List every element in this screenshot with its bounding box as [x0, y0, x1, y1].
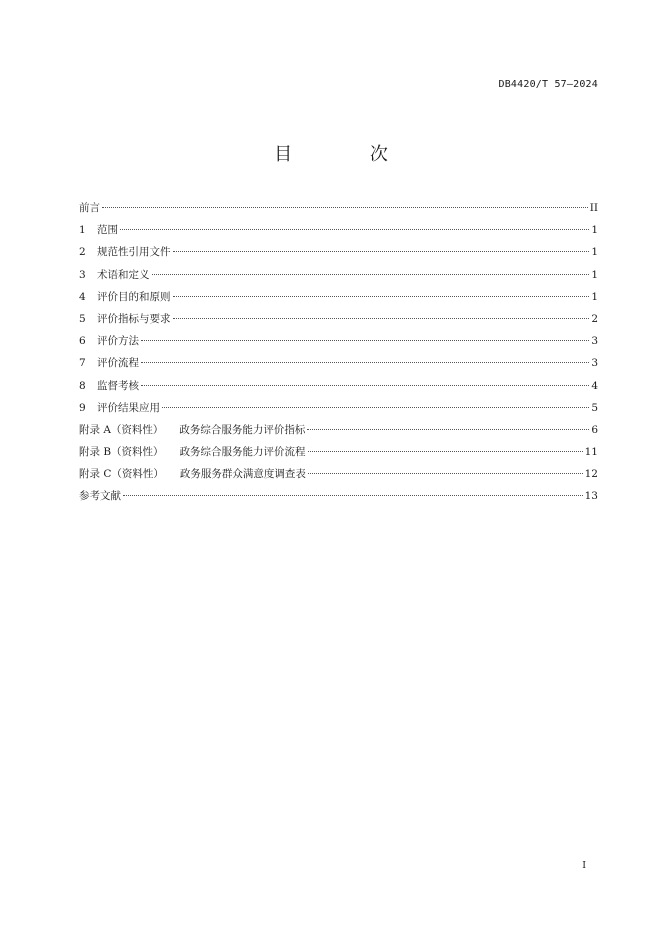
toc-entry-label: 政务综合服务能力评价指标 [179, 423, 306, 436]
dot-leader [120, 229, 589, 230]
toc-entry-page: 4 [591, 379, 598, 392]
toc-entry-results-application[interactable] [79, 400, 598, 422]
toc-entry-page: 6 [591, 423, 598, 436]
dot-leader [152, 274, 590, 275]
toc-title: 目 次 [274, 144, 424, 165]
toc-entry-prefix: 附录 A（资料性） [79, 423, 164, 436]
toc-entry-page: 13 [584, 490, 598, 503]
toc-entry-page: 1 [591, 290, 598, 303]
toc-entry-indicators-requirements[interactable] [79, 311, 598, 333]
dot-leader [173, 251, 590, 252]
toc-entry-number: 2 [79, 246, 86, 259]
page-number: I [582, 860, 586, 871]
dot-leader [308, 451, 583, 452]
toc-entry-label: 评价指标与要求 [97, 312, 171, 325]
dot-leader [102, 207, 588, 208]
toc-entry-appendix-a[interactable] [79, 422, 598, 444]
toc-entry-label: 评价流程 [97, 357, 139, 370]
dot-leader [173, 296, 590, 297]
dot-leader [141, 385, 589, 386]
toc-entry-number: 7 [79, 357, 86, 370]
toc-entry-label: 监督考核 [97, 379, 139, 392]
toc-entry-label: 参考文献 [79, 490, 121, 503]
toc-entry-prefix: 附录 B（资料性） [79, 446, 164, 459]
toc-entry-page: 12 [584, 468, 598, 481]
toc-entry-number: 9 [79, 401, 86, 414]
toc-entry-page: 3 [591, 357, 598, 370]
toc-entry-page: 2 [591, 312, 598, 325]
toc-entry-normative-references[interactable] [79, 244, 598, 266]
toc-entry-foreword[interactable] [79, 200, 598, 222]
toc-entry-process[interactable] [79, 355, 598, 377]
toc-entry-label: 规范性引用文件 [97, 246, 171, 259]
toc-entry-number: 8 [79, 379, 86, 392]
dot-leader [173, 318, 590, 319]
toc-entry-label: 政务服务群众满意度调查表 [179, 468, 306, 481]
table-of-contents [79, 200, 598, 511]
toc-entry-methods[interactable] [79, 333, 598, 355]
toc-entry-page: 3 [591, 335, 598, 348]
dot-leader [123, 495, 583, 496]
toc-entry-number: 5 [79, 312, 86, 325]
toc-entry-label: 前言 [79, 202, 100, 214]
dot-leader [308, 473, 583, 474]
toc-entry-scope[interactable] [79, 222, 598, 244]
toc-entry-appendix-c[interactable] [79, 466, 598, 488]
toc-entry-number: 3 [79, 268, 86, 281]
toc-entry-page: 5 [591, 401, 598, 414]
toc-entry-terms-definitions[interactable] [79, 267, 598, 289]
toc-entry-number: 4 [79, 290, 86, 303]
dot-leader [141, 340, 589, 341]
toc-entry-page: 1 [591, 268, 598, 281]
toc-entry-label: 评价方法 [97, 335, 139, 348]
toc-entry-number: 6 [79, 335, 86, 348]
toc-entry-prefix: 附录 C（资料性） [79, 468, 164, 481]
toc-entry-label: 评价目的和原则 [97, 290, 171, 303]
toc-entry-label: 范围 [97, 224, 118, 237]
toc-entry-label: 政务综合服务能力评价流程 [179, 446, 306, 459]
toc-entry-label: 评价结果应用 [97, 401, 160, 414]
toc-entry-page: 1 [591, 224, 598, 237]
toc-entry-label: 术语和定义 [97, 268, 150, 281]
dot-leader [162, 407, 589, 408]
toc-entry-page: II [589, 202, 598, 214]
toc-entry-number: 1 [79, 224, 86, 237]
dot-leader [141, 362, 589, 363]
toc-entry-supervision[interactable] [79, 378, 598, 400]
toc-entry-purpose-principles[interactable] [79, 289, 598, 311]
toc-entry-page: 11 [584, 446, 598, 459]
dot-leader [307, 429, 589, 430]
toc-entry-appendix-b[interactable] [79, 444, 598, 466]
document-code: DB4420/T 57—2024 [498, 79, 598, 90]
toc-entry-page: 1 [591, 246, 598, 259]
toc-entry-bibliography[interactable] [79, 488, 598, 510]
